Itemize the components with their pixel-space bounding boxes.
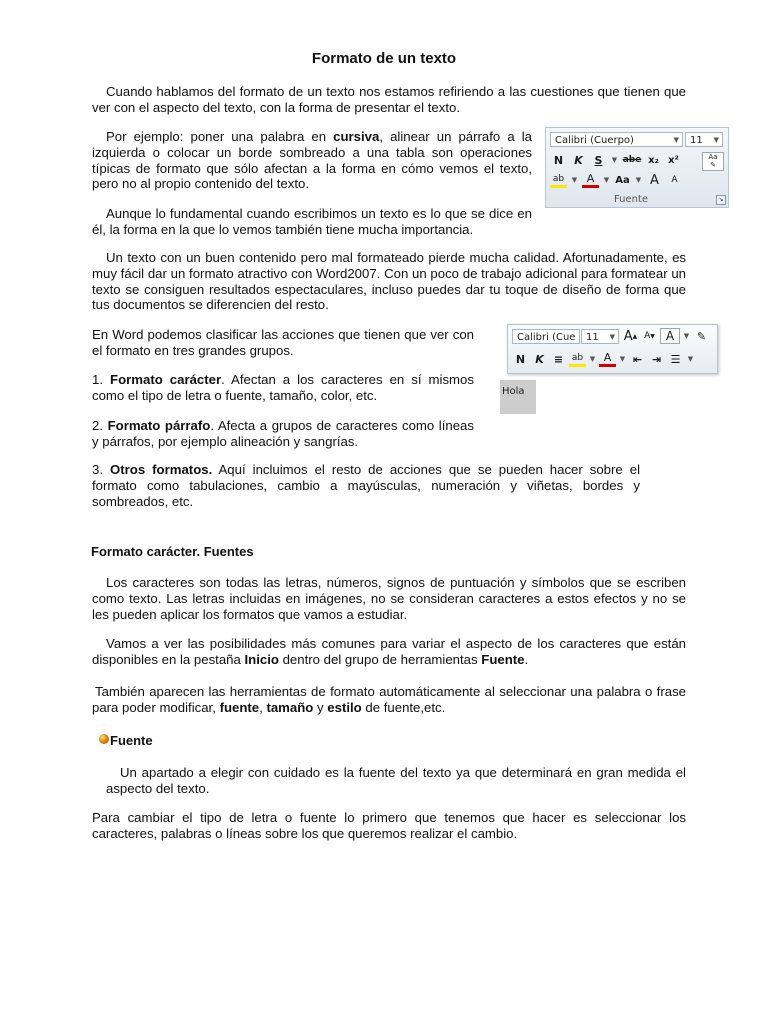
font-name-value: Calibri (Cuerpo) (555, 135, 634, 146)
highlight-button[interactable]: ab (550, 172, 567, 188)
shrink-font-button[interactable]: A (671, 175, 678, 185)
dialog-launcher-icon[interactable]: ↘ (716, 195, 726, 205)
chevron-down-icon[interactable]: ▼ (619, 355, 626, 363)
underline-button[interactable]: S (594, 153, 603, 167)
increase-indent-icon[interactable]: ⇥ (651, 352, 662, 366)
group-1-paragraph: 1. Formato carácter. Afectan a los caracteres en sí mismos como el tipo de letra o fuente, tamaño, color, etc. (92, 372, 474, 403)
clear-format-icon[interactable]: Aa ✎ (702, 152, 724, 171)
mini-toolbar-paragraph: También aparecen las herramientas de formato automáticamente al seleccionar una palabra o frase para poder modificar, fuente, tamaño y estilo de fuente,etc. (92, 684, 686, 715)
bold-button[interactable]: N (553, 153, 564, 167)
mini-row-2 (512, 351, 695, 367)
chevron-down-icon[interactable]: ▼ (589, 355, 596, 363)
ribbon-row-2 (550, 172, 683, 188)
format-painter-icon[interactable]: ✎ (696, 329, 707, 343)
groups-intro-paragraph: En Word podemos clasificar las acciones que tienen que ver con el formato en tres grandes grupos. (92, 327, 474, 358)
chevron-down-icon[interactable]: ▼ (571, 176, 578, 184)
subscript-button[interactable]: x₂ (648, 154, 659, 166)
intro-paragraph: Cuando hablamos del formato de un texto nos estamos refiriendo a las cuestiones que tienen que ver con el aspecto del texto, con la forma de presentar el texto. (92, 84, 686, 115)
bullet-icon (99, 734, 109, 744)
chevron-down-icon[interactable]: ▼ (635, 176, 642, 184)
font-name-combo[interactable] (550, 132, 683, 147)
font-size-combo[interactable] (685, 132, 723, 147)
chevron-down-icon[interactable]: ▼ (603, 176, 610, 184)
font-group-label: Fuente (613, 194, 649, 205)
chevron-down-icon: ▼ (609, 333, 615, 341)
ribbon-row-1 (550, 152, 682, 168)
mini-bold-button[interactable]: N (515, 352, 526, 366)
center-align-icon[interactable]: ≡ (553, 352, 564, 366)
mini-row-1 (622, 328, 710, 344)
decrease-indent-icon[interactable]: ⇤ (632, 352, 643, 366)
change-font-paragraph: Para cambiar el tipo de letra o fuente lo primero que tenemos que hacer es seleccionar los caracteres, palabras o líneas sobre los que queremos realizar el cambio. (92, 810, 686, 841)
font-choice-paragraph: Un apartado a elegir con cuidado es la fuente del texto ya que determinará en gran medida el aspecto del texto. (106, 765, 686, 796)
importance-paragraph: Aunque lo fundamental cuando escribimos un texto es lo que se dice en él, la forma en la que lo vemos también tiene mucha importancia. (92, 206, 532, 237)
styles-icon[interactable]: A (660, 328, 680, 344)
subsection-heading: Fuente (110, 733, 153, 748)
section-heading: Formato carácter. Fuentes (91, 544, 254, 559)
chevron-down-icon[interactable]: ▼ (683, 332, 690, 340)
ribbon-font-group (545, 127, 729, 208)
mini-font-name-combo[interactable] (512, 329, 580, 344)
shrink-font-icon[interactable]: A ▼ (644, 331, 655, 341)
grow-font-icon[interactable]: A ▲ (623, 328, 638, 344)
mini-toolbar (507, 324, 718, 374)
example-paragraph: Por ejemplo: poner una palabra en cursiva, alinear un párrafo a la izquierda o colocar un borde sombreado a una tabla son operaciones típicas de formato que sólo afectan a la forma en cómo vemos el texto, pero no al propio contenido del texto. (92, 129, 532, 192)
font-color-button[interactable]: A (582, 172, 599, 188)
mini-highlight-button[interactable]: ab (569, 351, 586, 367)
mini-font-name-value: Calibri (Cue (517, 332, 576, 343)
quality-paragraph: Un texto con un buen contenido pero mal formateado pierde mucha calidad. Afortunadamente, es muy fácil dar un formato atractivo con Word2007. Con un poco de trabajo adicional para formatear un texto se consiguen resultados espectaculares, incluso puedes dar tu toque de diseño de forma que tus documentos se diferencien del resto. (92, 250, 686, 313)
chevron-down-icon: ▼ (713, 136, 719, 144)
change-case-button[interactable]: Aa (615, 174, 630, 186)
chevron-down-icon[interactable]: ▼ (687, 355, 694, 363)
group-2-paragraph: 2. Formato párrafo. Afecta a grupos de caracteres como líneas y párrafos, por ejemplo alineación y sangrías. (92, 418, 474, 449)
group-3-paragraph: 3. Otros formatos. Aquí incluimos el resto de acciones que se pueden hacer sobre el formato como tabulaciones, cambio a mayúsculas, numeración y viñetas, bordes y sombreados, etc. (92, 462, 640, 509)
grow-font-button[interactable]: A (650, 172, 659, 188)
strikethrough-button[interactable]: abe (622, 155, 642, 165)
inicio-paragraph: Vamos a ver las posibilidades más comunes para variar el aspecto de los caracteres que están disponibles en la pestaña Inicio dentro del grupo de herramientas Fuente. (92, 636, 686, 667)
chevron-down-icon[interactable]: ▼ (611, 156, 618, 164)
mini-italic-button[interactable]: K (535, 352, 544, 366)
mini-font-size-combo[interactable] (581, 329, 619, 344)
mini-font-color-button[interactable]: A (599, 351, 616, 367)
italic-button[interactable]: K (574, 153, 583, 167)
superscript-button[interactable]: x² (668, 154, 679, 166)
chevron-down-icon: ▼ (673, 136, 679, 144)
preview-selection: Hola (500, 380, 536, 414)
font-size-value: 11 (690, 135, 703, 146)
characters-paragraph: Los caracteres son todas las letras, números, signos de puntuación y símbolos que se escriben como texto. Las letras incluidas en imágenes, no se consideran caracteres a estos efectos y no se les pueden aplicar los formatos que vamos a estudiar. (92, 575, 686, 622)
bullets-icon[interactable]: ☰ (670, 352, 681, 366)
document-title: Formato de un texto (311, 50, 457, 67)
mini-font-size-value: 11 (586, 332, 599, 343)
